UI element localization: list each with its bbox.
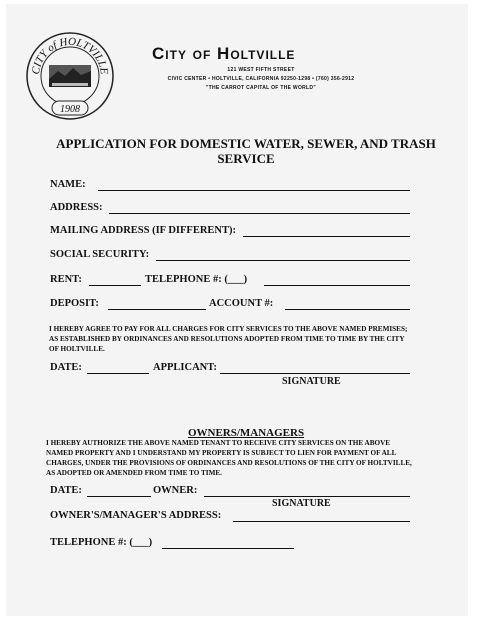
city-seal-icon [25, 31, 115, 121]
owner-telephone-line[interactable] [162, 548, 294, 549]
seal-top-text: CITY of HOLTVILLE [29, 35, 111, 76]
telephone-label: TELEPHONE #: (___) [145, 274, 248, 285]
applicant-line[interactable] [220, 373, 410, 374]
applicant-date-label: DATE: [50, 362, 82, 373]
form-title: APPLICATION FOR DOMESTIC WATER, SEWER, AND TRASH SERVICE [56, 136, 436, 166]
address-line-field[interactable] [109, 213, 410, 214]
owner-address-label: OWNER'S/MANAGER'S ADDRESS: [50, 510, 222, 521]
account-label: ACCOUNT #: [209, 298, 274, 309]
agreement-text: I HEREBY AGREE TO PAY FOR ALL CHARGES FOR CITY SERVICES TO THE ABOVE NAMED PREMISES; AS ESTABLISHED BY ORDINANCES AND RESOLUTIONS ADOPTED FROM TIME TO TIME BY THE CITY OF HOLTVILLE. [49, 325, 408, 353]
owners-managers-heading: OWNERS/MANAGERS [187, 427, 305, 439]
account-line[interactable] [285, 309, 410, 310]
social-security-line[interactable] [156, 260, 410, 261]
telephone-line[interactable] [264, 285, 410, 286]
applicant-signature-caption: SIGNATURE [282, 376, 341, 387]
applicant-date-line[interactable] [87, 373, 149, 374]
owner-signature-caption: SIGNATURE [272, 498, 331, 509]
owner-date-line[interactable] [87, 496, 151, 497]
rent-line[interactable] [89, 285, 141, 286]
owner-line[interactable] [204, 496, 410, 497]
name-label: NAME: [50, 179, 86, 190]
city-name: City of Holtville [152, 44, 296, 63]
applicant-label: APPLICANT: [153, 362, 217, 373]
deposit-line[interactable] [108, 309, 206, 310]
mailing-address-line[interactable] [243, 236, 410, 237]
owner-date-label: DATE: [50, 485, 82, 496]
document-page [6, 4, 468, 616]
seal-year-text: 1908 [60, 104, 80, 115]
address-label: ADDRESS: [50, 202, 103, 213]
authorization-text: I HEREBY AUTHORIZE THE ABOVE NAMED TENANT TO RECEIVE CITY SERVICES ON THE ABOVE NAMED PROPERTY AND I UNDERSTAND MY PROPERTY IS SUBJECT TO LIEN FOR PAYMENT OF ALL CHARGES, UNDER THE PROVISIONS OF ORDINANCES AND RESOLUTIONS OF THE CITY OF HOLTVILLE, AS ADOPTED OR AMENDED FROM TIME TO TIME. [46, 439, 412, 477]
name-line[interactable] [98, 190, 410, 191]
owner-label: OWNER: [153, 485, 198, 496]
motto: "THE CARROT CAPITAL OF THE WORLD" [205, 85, 316, 91]
social-security-label: SOCIAL SECURITY: [50, 249, 150, 260]
deposit-label: DEPOSIT: [50, 298, 99, 309]
contact-line: CIVIC CENTER • HOLTVILLE, CALIFORNIA 92250-1298 • (760) 356-2912 [167, 76, 355, 82]
owner-address-line[interactable] [233, 521, 410, 522]
rent-label: RENT: [50, 274, 82, 285]
owner-telephone-label: TELEPHONE #: (___) [50, 537, 153, 548]
address-line: 121 WEST FIFTH STREET [227, 67, 295, 73]
mailing-address-label: MAILING ADDRESS (IF DIFFERENT): [50, 225, 237, 236]
